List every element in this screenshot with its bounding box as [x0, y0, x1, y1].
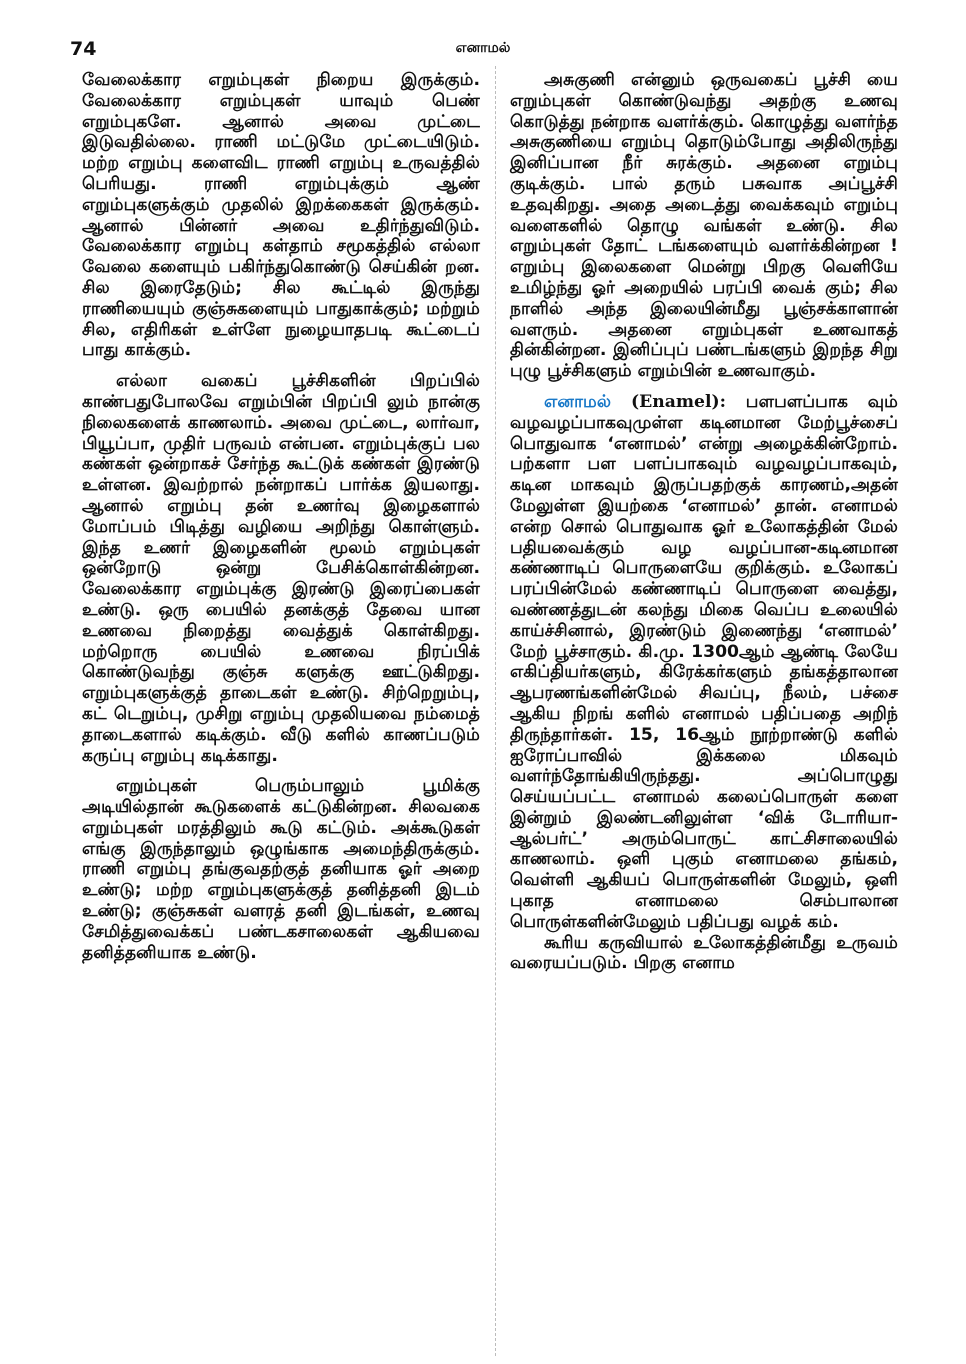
paragraph: எறும்புகள் பெரும்பாலும் பூமிக்கு அடியில்தான் கூடுகளைக் கட்டுகின்றன. சிலவகை எறும்புகள் மரத்திலும் கூடு கட்டும். அக்கூடுகள் எங்கு இருந்தாலும் ஒழுங்காக அமைந்திருக்கும். ராணி எறும்பு தங்குவதற்குத் தனியாக ஓர் அறை உண்டு; மற்ற எறும்புகளுக்குத் தனித்தனி இடம் உண்டு; குஞ்சுகள் வளரத் தனி இடங்கள், உணவு சேமித்துவைக்கப் பண்டகசாலைகள் ஆகியவை தனித்தனியாக உண்டு.: [82, 776, 480, 963]
page-number: 74: [70, 38, 97, 60]
entry-text: பளபளப்பாக வும் வழவழப்பாகவுமுள்ள கடினமான மேற்பூச்சைப் பொதுவாக ‘எனாமல்’ என்று அழைக்கின்றோம். பற்களா பள பளப்பாகவும் வழவழப்பாகவும், கடின மாகவும் இருப்பதற்குக் காரணம்,அதன் மேலுள்ள இயற்கை ‘எனாமல்’ தான். எனாமல் என்ற சொல் பொதுவாக ஓர் உலோகத்தின் மேல் பதியவைக்கும் வழ வழப்பான-கடினமான கண்ணாடிப் பொருளையே குறிக்கும். உலோகப் பரப்பின்மேல் கண்ணாடிப் பொருளை வைத்து, வண்ணத்துடன் கலந்து மிகை வெப்ப உலையில் காய்ச்சினால், இரண்டும் இணைந்து ‘எனாமல்’ மேற் பூச்சாகும். கி.மு. 1300ஆம் ஆண்டி லேயே எகிப்தியர்களும், கிரேக்கர்களும் தங்கத்தாலான ஆபரணங்களின்மேல் சிவப்பு, நீலம், பச்சை ஆகிய நிறங் களில் எனாமல் பதிப்பதை அறிந் திருந்தார்கள். 15, 16ஆம் நூற்றாண்டு களில் ஐரோப்பாவில் இக்கலை மிகவும் வளர்ந்தோங்கியிருந்தது. அப்பொழுது செய்யப்பட்ட எனாமல் கலைப்பொருள் களை இன்றும் இலண்டனிலுள்ள ‘விக் டோரியா-ஆல்பர்ட்’ அரும்பொருட் காட்சிசாலையில் காணலாம். ஒளி புகும் எனாமலை தங்கம், வெள்ளி ஆகியப் பொருள்களின் மேலும், ஒளி புகாத எனாமலை செம்பாலான பொருள்களின்மேலும் பதிப்பது வழக் கம்.: [510, 391, 899, 932]
running-head: எனாமல்: [455, 40, 511, 56]
paragraph: எல்லா வகைப் பூச்சிகளின் பிறப்பில் காண்பதுபோலவே எறும்பின் பிறப்பி லும் நான்கு நிலைகளைக் காணலாம். அவை முட்டை, லார்வா, பியூப்பா, முதிர் பருவம் என்பன. எறும்புக்குப் பல கண்கள் ஒன்றாகச் சேர்ந்த கூட்டுக் கண்கள் இரண்டு உள்ளன. இவற்றால் நன்றாகப் பார்க்க இயலாது. ஆனால் எறும்பு தன் உணர்வு இழைகளால் மோப்பம் பிடித்து வழியை அறிந்து கொள்ளும். இந்த உணர் இழைகளின் மூலம் எறும்புகள் ஒன்றோடு ஒன்று பேசிக்கொள்கின்றன. வேலைக்கார எறும்புக்கு இரண்டு இரைப்பைகள் உண்டு. ஒரு பையில் தனக்குத் தேவை யான உணவை நிறைத்து வைத்துக் கொள்கிறது. மற்றொரு பையில் உணவை நிரப்பிக் கொண்டுவந்து குஞ்சு களுக்கு ஊட்டுகிறது. எறும்புகளுக்குத் தாடைகள் உண்டு. சிற்றெறும்பு, கட் டெறும்பு, முசிறு எறும்பு முதலியவை நம்மைத் தாடைகளால் கடிக்கும். வீடு களில் காணப்படும் கருப்பு எறும்பு கடிக்காது.: [82, 371, 480, 766]
entry-english-term: (Enamel):: [630, 391, 726, 412]
paragraph: கூரிய கருவியால் உலோகத்தின்மீது உருவம் வரையப்படும். பிறகு எனாம: [510, 932, 898, 974]
left-column: [82, 70, 480, 963]
entry-paragraph: [510, 392, 898, 933]
entry-headword: எனாமல்: [544, 391, 612, 412]
paragraph: அசுகுணி என்னும் ஒருவகைப் பூச்சி யை எறும்புகள் கொண்டுவந்து அதற்கு உணவு கொடுத்து நன்றாக வளர்க்கும். கொழுத்து வளர்ந்த அசுகுணியை எறும்பு தொடும்போது அதிலிருந்து இனிப்பான நீர் சுரக்கும். அதனை எறும்பு குடிக்கும். பால் தரும் பசுவாக அப்பூச்சி உதவுகிறது. அதை அடைத்து வைக்கவும் எறும்பு வளைகளில் தொழு வங்கள் உண்டு. சில எறும்புகள் தோட் டங்களையும் வளர்க்கின்றன ! எறும்பு இலைகளை மென்று பிறகு வெளியே உமிழ்ந்து ஓர் அறையில் பரப்பி வைக் கும்; சில நாளில் அந்த இலையின்மீது பூஞ்சக்காளான் வளரும். அதனை எறும்புகள் உணவாகத் தின்கின்றன. இனிப்புப் பண்டங்களும் இறந்த சிறு புழு பூச்சிகளும் எறும்பின் உணவாகும்.: [510, 70, 898, 382]
column-divider: [495, 66, 496, 1356]
right-column: [510, 70, 898, 974]
paragraph: வேலைக்கார எறும்புகள் நிறைய இருக்கும். வேலைக்கார எறும்புகள் யாவும் பெண் எறும்புகளே. ஆனால் அவை முட்டை இடுவதில்லை. ராணி மட்டுமே முட்டையிடும். மற்ற எறும்பு களைவிட ராணி எறும்பு உருவத்தில் பெரியது. ராணி எறும்புக்கும் ஆண் எறும்புகளுக்கும் முதலில் இறக்கைகள் இருக்கும். ஆனால் பின்னர் அவை உதிர்ந்துவிடும். வேலைக்கார எறும்பு கள்தாம் சமூகத்தில் எல்லா வேலை களையும் பகிர்ந்துகொண்டு செய்கின் றன. சில இரைதேடும்; சில கூட்டில் இருந்து ராணியையும் குஞ்சுகளையும் பாதுகாக்கும்; மற்றும் சில, எதிரிகள் உள்ளே நுழையாதபடி கூட்டைப் பாது காக்கும்.: [82, 70, 480, 361]
